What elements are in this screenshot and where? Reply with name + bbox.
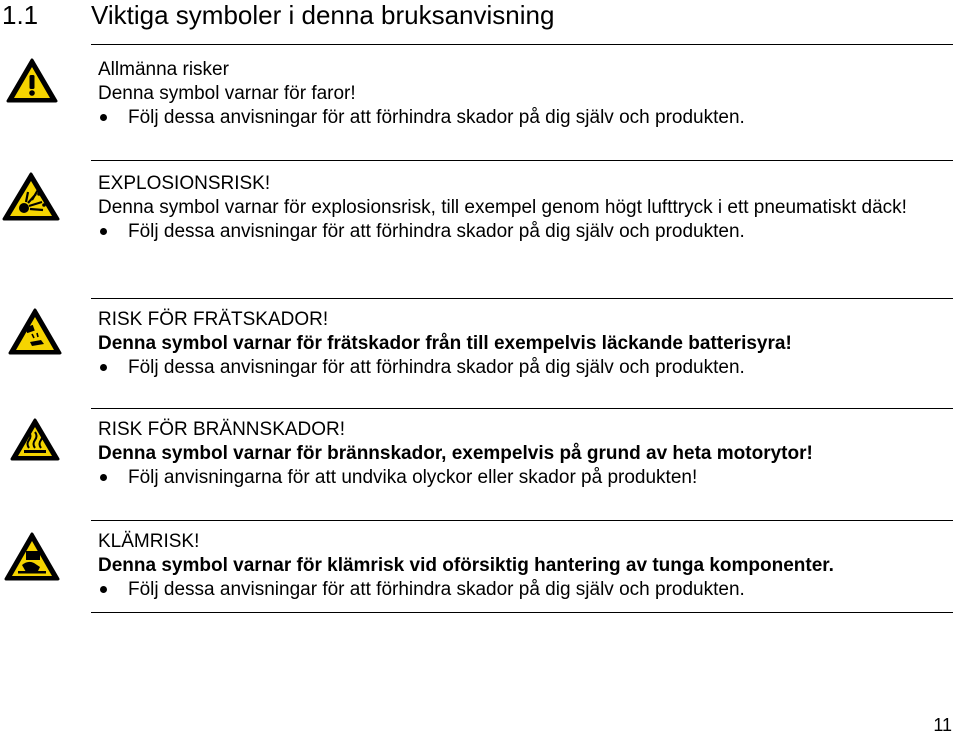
bullet-item	[98, 106, 948, 130]
bullet-dot	[100, 586, 107, 593]
section-title: RISK FÖR FRÄTSKADOR!	[98, 309, 329, 330]
bullet-dot	[100, 364, 107, 371]
corrosive-hazard-icon	[8, 308, 62, 356]
divider	[91, 44, 953, 45]
divider	[91, 408, 953, 409]
section-description: Denna symbol varnar för frätskador från till exempelvis läckande batterisyra!	[98, 333, 792, 354]
divider	[91, 298, 953, 299]
bullet-text: Följ dessa anvisningar för att förhindra skador på dig själv och produkten.	[128, 579, 745, 600]
bullet-item	[98, 466, 948, 490]
bullet-item	[98, 356, 948, 380]
bullet-dot	[100, 474, 107, 481]
section-title: Allmänna risker	[98, 59, 229, 80]
bullet-text: Följ dessa anvisningar för att förhindra skador på dig själv och produkten.	[128, 357, 745, 378]
page-number: 11	[933, 715, 952, 735]
heading-title: Viktiga symboler i denna bruksanvisning	[91, 0, 555, 30]
section-title: KLÄMRISK!	[98, 531, 200, 552]
bullet-text: Följ anvisningarna för att undvika olyckor eller skador på produkten!	[128, 467, 698, 488]
bullet-item	[98, 578, 948, 602]
crush-hazard-icon	[4, 532, 60, 582]
divider	[91, 520, 953, 521]
bullet-item	[98, 220, 948, 244]
hot-surface-icon	[10, 418, 60, 462]
section-description: Denna symbol varnar för faror!	[98, 83, 356, 104]
general-warning-icon	[6, 58, 58, 104]
section-title: RISK FÖR BRÄNNSKADOR!	[98, 419, 346, 440]
section-title: EXPLOSIONSRISK!	[98, 173, 271, 194]
explosion-hazard-icon	[2, 172, 60, 222]
bullet-text: Följ dessa anvisningar för att förhindra skador på dig själv och produkten.	[128, 107, 745, 128]
divider	[91, 160, 953, 161]
bullet-text: Följ dessa anvisningar för att förhindra skador på dig själv och produkten.	[128, 221, 745, 242]
bullet-dot	[100, 228, 107, 235]
section-description: Denna symbol varnar för brännskador, exempelvis på grund av heta motorytor!	[98, 443, 813, 464]
divider	[91, 612, 953, 613]
section-description: Denna symbol varnar för explosionsrisk, till exempel genom högt lufttryck i ett pneumatiskt däck!	[98, 197, 907, 218]
bullet-dot	[100, 114, 107, 121]
section-description: Denna symbol varnar för klämrisk vid oförsiktig hantering av tunga komponenter.	[98, 555, 834, 576]
heading-number: 1.1	[2, 0, 39, 30]
